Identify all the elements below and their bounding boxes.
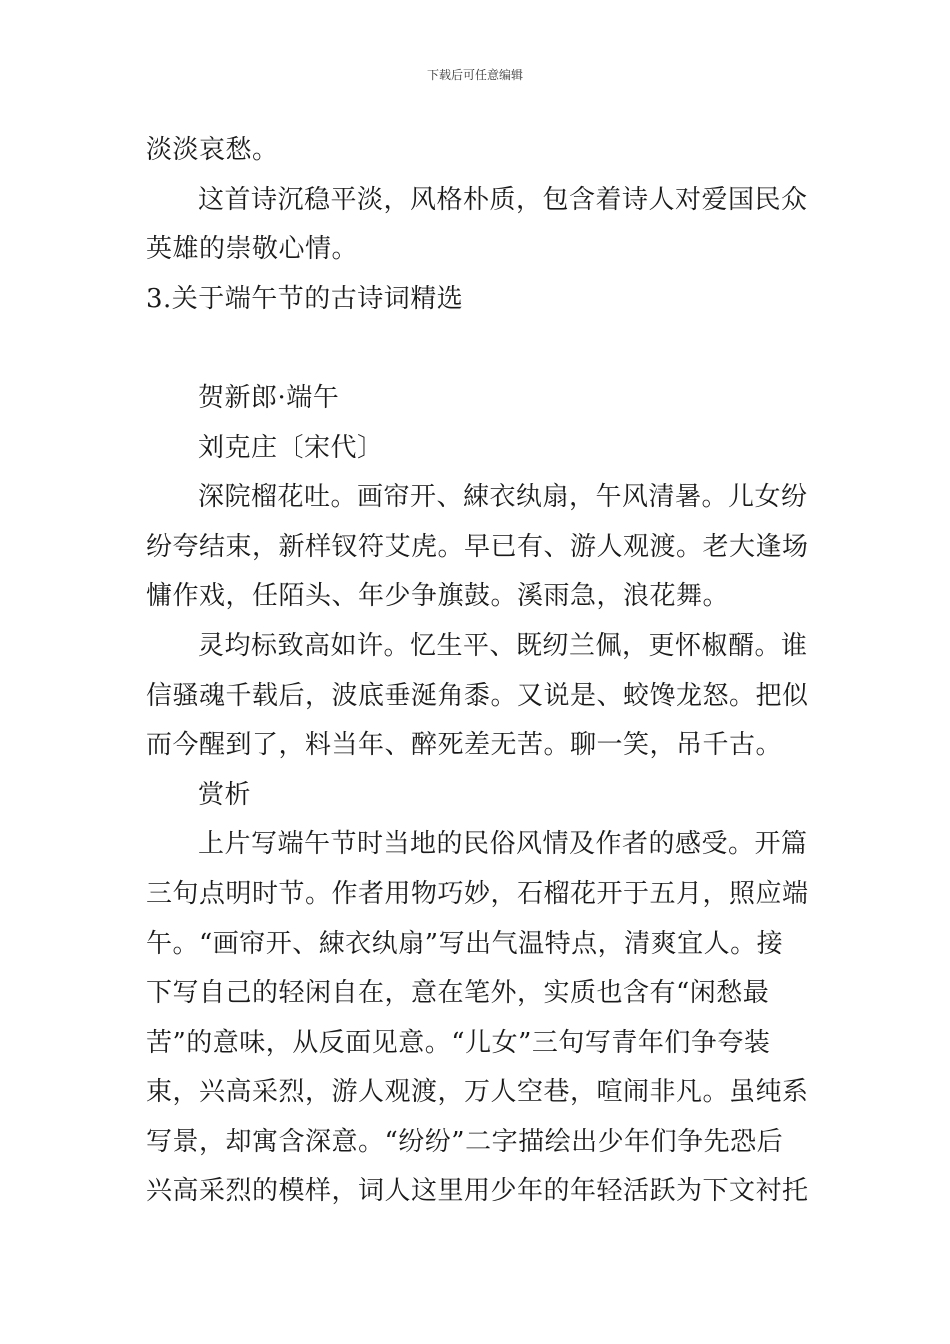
poem-title: 贺新郎·端午 <box>198 382 340 413</box>
text-line: 午。“画帘开、綀衣纨扇”写出气温特点，清爽宜人。接 <box>146 928 784 959</box>
text-line: 下写自己的轻闲自在，意在笔外，实质也含有“闲愁最 <box>146 978 770 1009</box>
text-line: 慵作戏，任陌头、年少争旗鼓。溪雨急，浪花舞。 <box>146 581 730 612</box>
text-line: 束，兴高采烈，游人观渡，万人空巷，喧闹非凡。虽纯系 <box>146 1077 809 1108</box>
text-line: 纷夸结束，新样钗符艾虎。早已有、游人观渡。老大逢场 <box>146 531 809 562</box>
subsection-heading: 赏析 <box>198 779 252 810</box>
poem-author: 刘克庄〔宋代〕 <box>198 432 384 463</box>
text-line: 而今醒到了，料当年、醉死差无苦。聊一笑，吊千古。 <box>146 730 783 761</box>
text-line: 信骚魂千载后，波底垂涎角黍。又说是、蛟馋龙怒。把似 <box>146 680 809 711</box>
text-line: 三句点明时节。作者用物巧妙，石榴花开于五月，照应端 <box>146 878 809 909</box>
text-line: 灵均标致高如许。忆生平、既纫兰佩，更怀椒醑。谁 <box>198 630 808 661</box>
page-header: 下载后可任意编辑 <box>426 68 523 82</box>
text-line: 深院榴花吐。画帘开、綀衣纨扇，午风清暑。儿女纷 <box>198 482 808 513</box>
text-line: 上片写端午节时当地的民俗风情及作者的感受。开篇 <box>198 829 808 860</box>
text-line: 这首诗沉稳平淡，风格朴质，包含着诗人对爱国民众 <box>198 184 808 215</box>
section-heading: 3.关于端午节的古诗词精选 <box>146 283 464 314</box>
document-body <box>146 126 809 1217</box>
text-line: 淡淡哀愁。 <box>146 135 279 165</box>
blank-line <box>146 324 806 374</box>
text-line: 兴高采烈的模样，词人这里用少年的年轻活跃为下文衬托 <box>146 1176 809 1207</box>
text-line: 英雄的崇敬心情。 <box>146 234 359 265</box>
text-line: 写景，却寓含深意。“纷纷”二字描绘出少年们争先恐后 <box>146 1126 784 1157</box>
text-line: 苦”的意味，从反面见意。“儿女”三句写青年们争夸装 <box>146 1027 771 1058</box>
